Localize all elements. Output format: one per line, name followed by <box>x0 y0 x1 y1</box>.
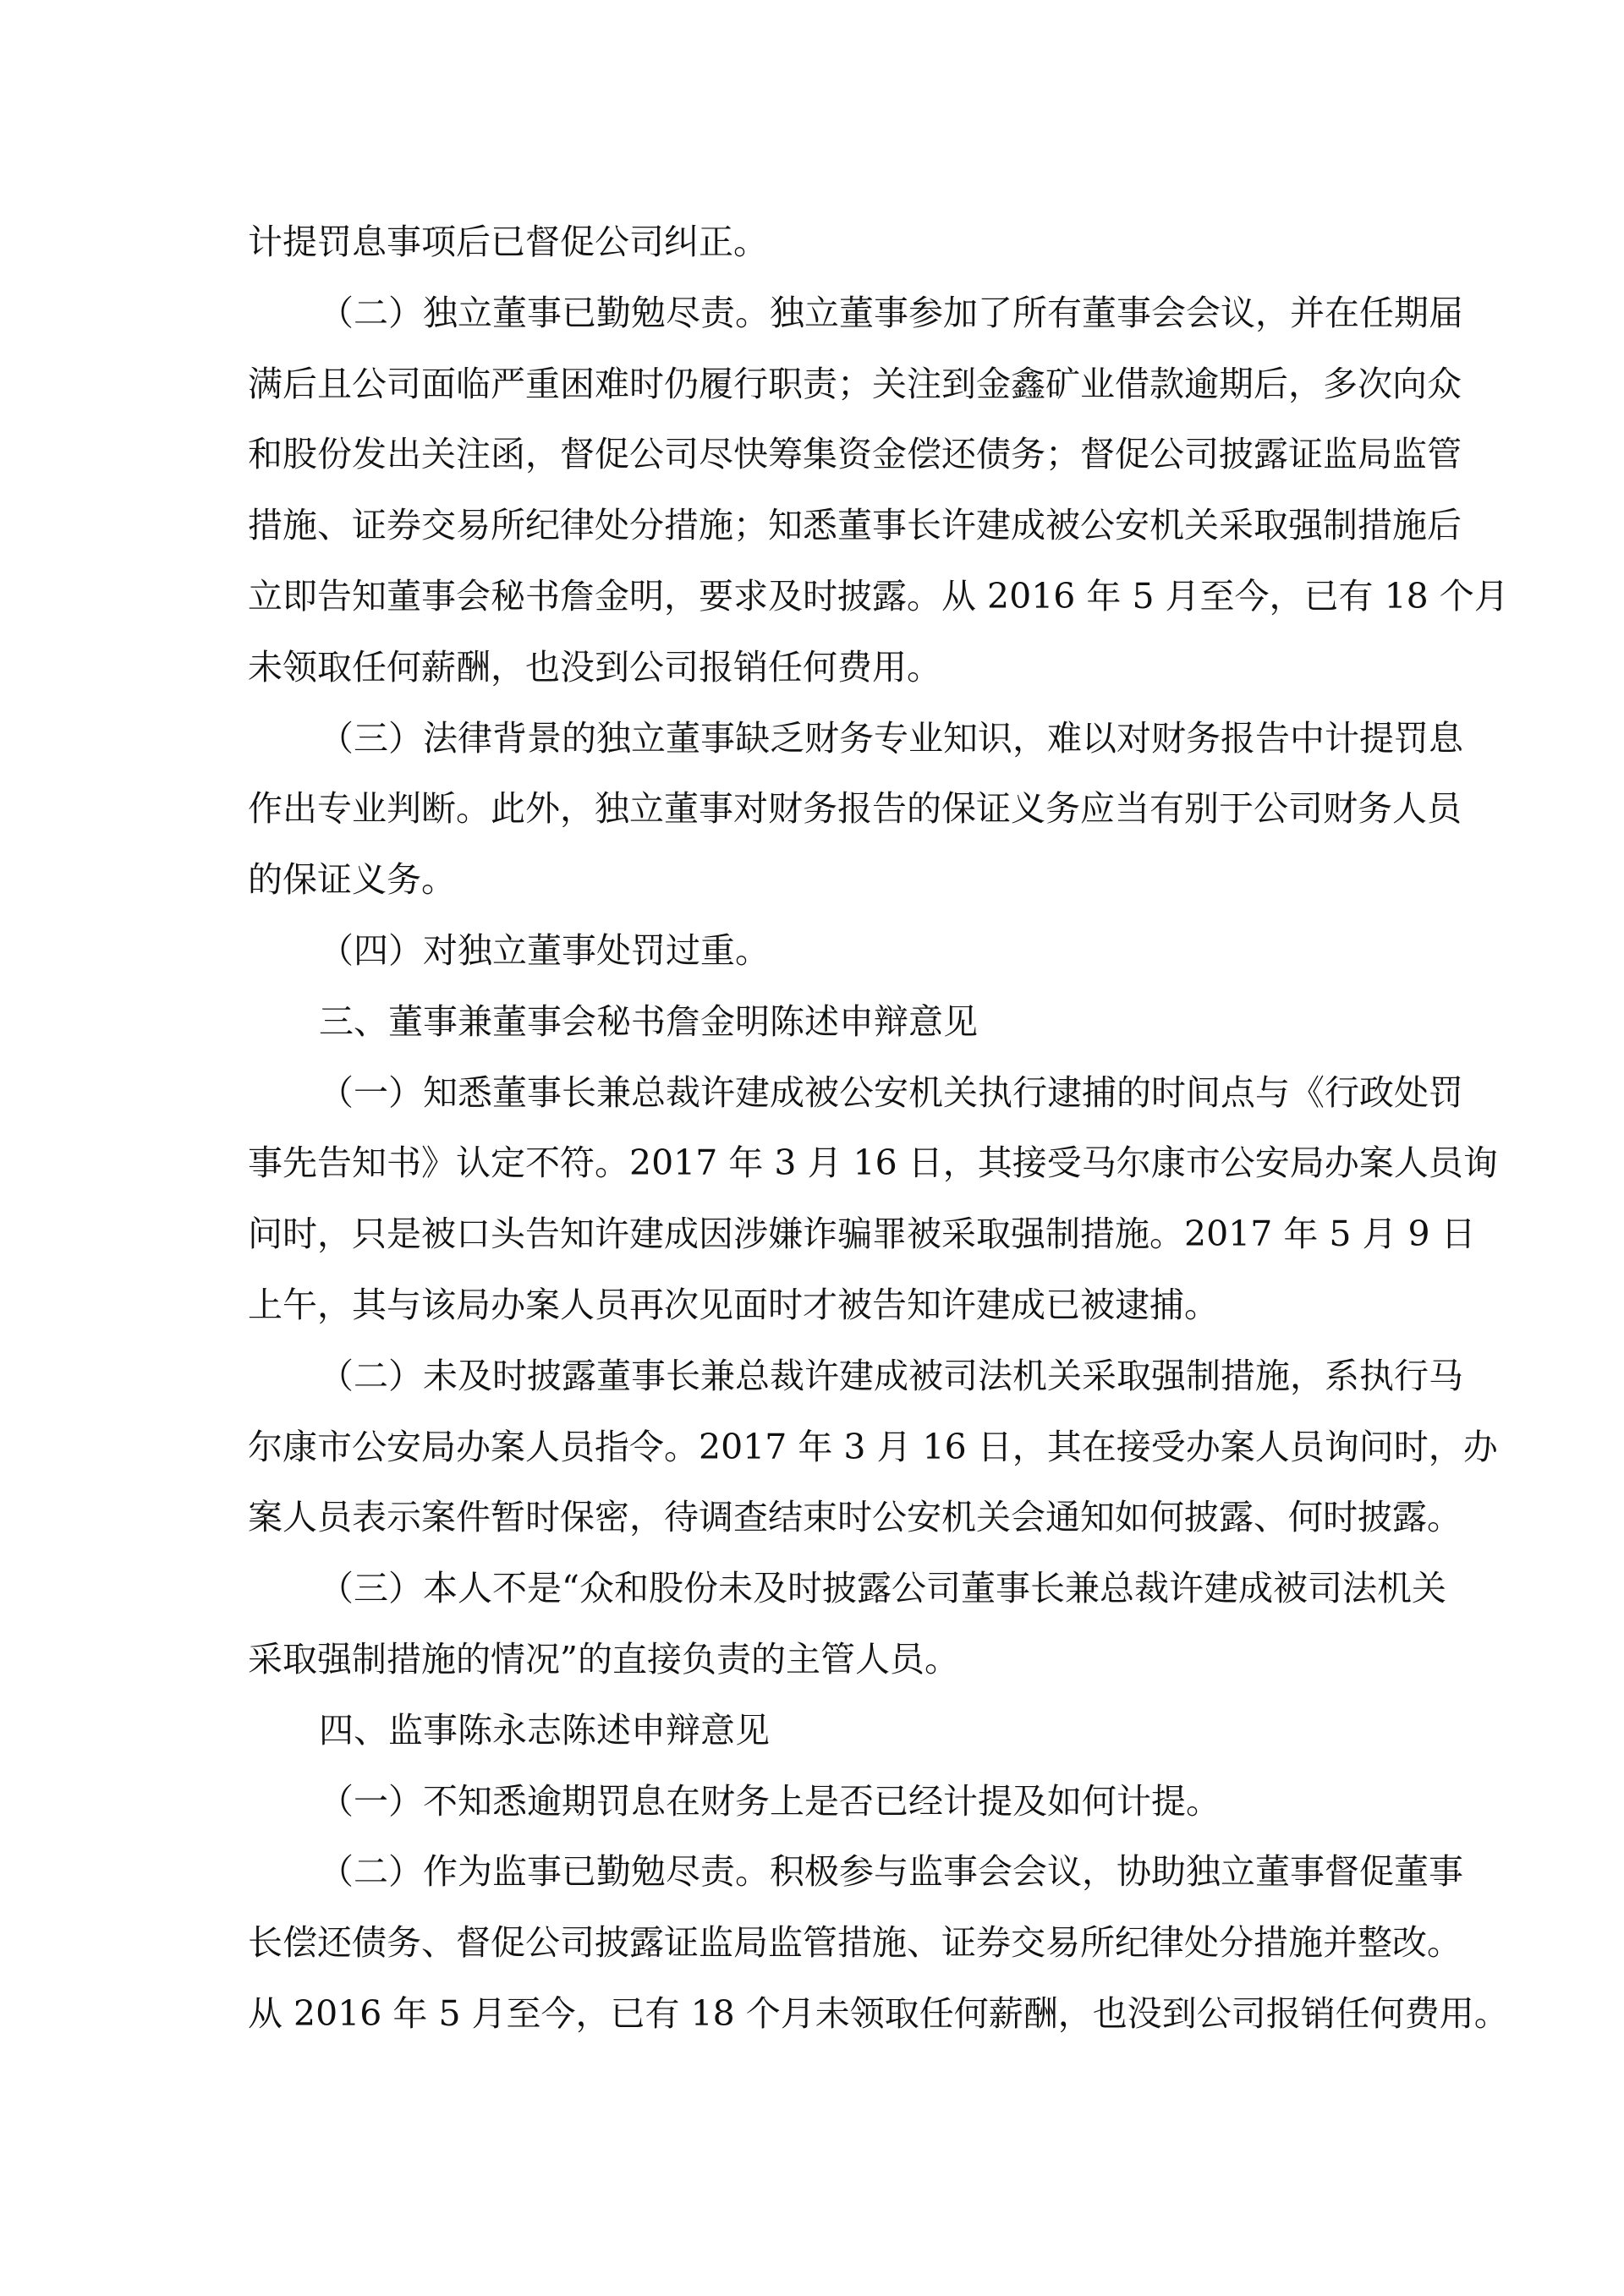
text-line: 的保证义务。 <box>248 859 456 901</box>
text-line: （三）本人不是“众和股份未及时披露公司董事长兼总裁许建成被司法机关 <box>319 1568 1446 1609</box>
text-line: 和股份发出关注函，督促公司尽快筹集资金偿还债务；督促公司披露证监局监管 <box>248 434 1462 475</box>
text-line: 三、董事兼董事会秘书詹金明陈述申辩意见 <box>319 1000 978 1042</box>
text-line: 作出专业判断。此外，独立董事对财务报告的保证义务应当有别于公司财务人员 <box>248 788 1462 830</box>
text-line: 满后且公司面临严重困难时仍履行职责；关注到金鑫矿业借款逾期后，多次向众 <box>248 363 1462 404</box>
text-line: 长偿还债务、督促公司披露证监局监管措施、证券交易所纪律处分措施并整改。 <box>248 1922 1462 1964</box>
text-line: 措施、证券交易所纪律处分措施；知悉董事长许建成被公安机关采取强制措施后 <box>248 505 1462 546</box>
text-line: 案人员表示案件暂时保密，待调查结束时公安机关会通知如何披露、何时披露。 <box>248 1497 1462 1538</box>
text-line: 计提罚息事项后已督促公司纠正。 <box>248 222 768 262</box>
text-line: 采取强制措施的情况”的直接负责的主管人员。 <box>248 1639 959 1680</box>
text-line: 未领取任何薪酬，也没到公司报销任何费用。 <box>248 646 941 688</box>
text-line: （四）对独立董事处罚过重。 <box>319 930 770 971</box>
text-line: 上午，其与该局办案人员再次见面时才被告知许建成已被逮捕。 <box>248 1285 1219 1325</box>
text-line: 四、监事陈永志陈述申辩意见 <box>319 1709 770 1751</box>
text-line: 事先告知书》认定不符。2017 年 3 月 16 日，其接受马尔康市公安局办案人员询 <box>248 1143 1498 1184</box>
text-line: 从 2016 年 5 月至今，已有 18 个月未领取任何薪酬，也没到公司报销任何费用。 <box>248 1993 1509 2034</box>
text-line: 尔康市公安局办案人员指令。2017 年 3 月 16 日，其在接受办案人员询问时，办 <box>248 1426 1498 1467</box>
text-line: 问时，只是被口头告知许建成因涉嫌诈骗罪被采取强制措施。2017 年 5 月 9 日 <box>248 1214 1476 1255</box>
text-line: （二）未及时披露董事长兼总裁许建成被司法机关采取强制措施，系执行马 <box>319 1355 1463 1396</box>
text-line: （一）知悉董事长兼总裁许建成被公安机关执行逮捕的时间点与《行政处罚 <box>319 1071 1463 1113</box>
text-line: （三）法律背景的独立董事缺乏财务专业知识，难以对财务报告中计提罚息 <box>319 717 1463 759</box>
text-line: （二）独立董事已勤勉尽责。独立董事参加了所有董事会会议，并在任期届 <box>319 292 1463 333</box>
text-line: （二）作为监事已勤勉尽责。积极参与监事会会议，协助独立董事督促董事 <box>319 1851 1463 1893</box>
text-line: （一）不知悉逾期罚息在财务上是否已经计提及如何计提。 <box>319 1780 1221 1822</box>
text-line: 立即告知董事会秘书詹金明，要求及时披露。从 2016 年 5 月至今，已有 18 个月 <box>248 576 1509 616</box>
